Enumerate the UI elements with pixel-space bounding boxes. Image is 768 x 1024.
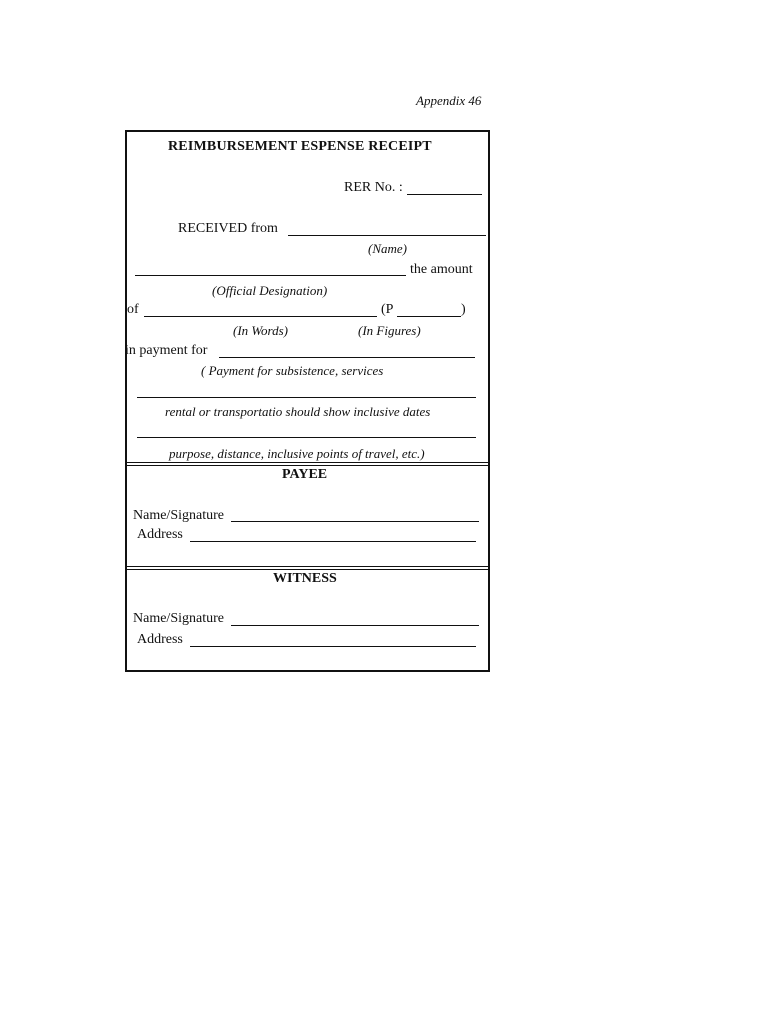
payment-for-field-3[interactable]: [137, 437, 476, 438]
amount-label: the amount: [410, 262, 473, 277]
form-title: REIMBURSEMENT ESPENSE RECEIPT: [168, 139, 432, 154]
payee-divider: [127, 462, 488, 466]
witness-name-signature-label: Name/Signature: [133, 611, 224, 626]
payee-name-signature-label: Name/Signature: [133, 508, 224, 523]
witness-address-field[interactable]: [190, 646, 476, 647]
p-open: (P: [381, 302, 394, 317]
appendix-label: Appendix 46: [416, 93, 482, 108]
rer-no-field[interactable]: [407, 194, 482, 195]
name-hint: (Name): [368, 241, 407, 256]
payee-address-label: Address: [137, 527, 183, 542]
payee-address-field[interactable]: [190, 541, 476, 542]
receipt-form-border: [125, 130, 490, 672]
payee-name-signature-field[interactable]: [231, 521, 479, 522]
received-from-label: RECEIVED from: [178, 221, 278, 236]
in-figures-hint: (In Figures): [358, 323, 421, 338]
witness-name-signature-field[interactable]: [231, 625, 479, 626]
witness-heading: WITNESS: [273, 571, 337, 586]
witness-address-label: Address: [137, 632, 183, 647]
received-from-name-field[interactable]: [288, 235, 486, 236]
amount-in-figures-field[interactable]: [397, 316, 461, 317]
payment-hint-2: rental or transportatio should show inclusive dates: [165, 404, 431, 419]
amount-in-words-field[interactable]: [144, 316, 377, 317]
p-close: ): [461, 302, 466, 317]
official-designation-field[interactable]: [135, 275, 406, 276]
payment-for-field-2[interactable]: [137, 397, 476, 398]
payee-heading: PAYEE: [282, 467, 328, 482]
official-designation-hint: (Official Designation): [212, 283, 328, 298]
in-words-hint: (In Words): [233, 323, 289, 338]
witness-divider: [127, 566, 488, 570]
payment-for-field-1[interactable]: [219, 357, 475, 358]
payment-hint-3: purpose, distance, inclusive points of travel, etc.): [169, 446, 425, 461]
rer-no-label: RER No. :: [344, 180, 403, 195]
payment-hint-1: ( Payment for subsistence, services: [201, 363, 384, 378]
of-label: of: [127, 302, 139, 317]
payment-for-label: in payment for: [125, 343, 208, 358]
